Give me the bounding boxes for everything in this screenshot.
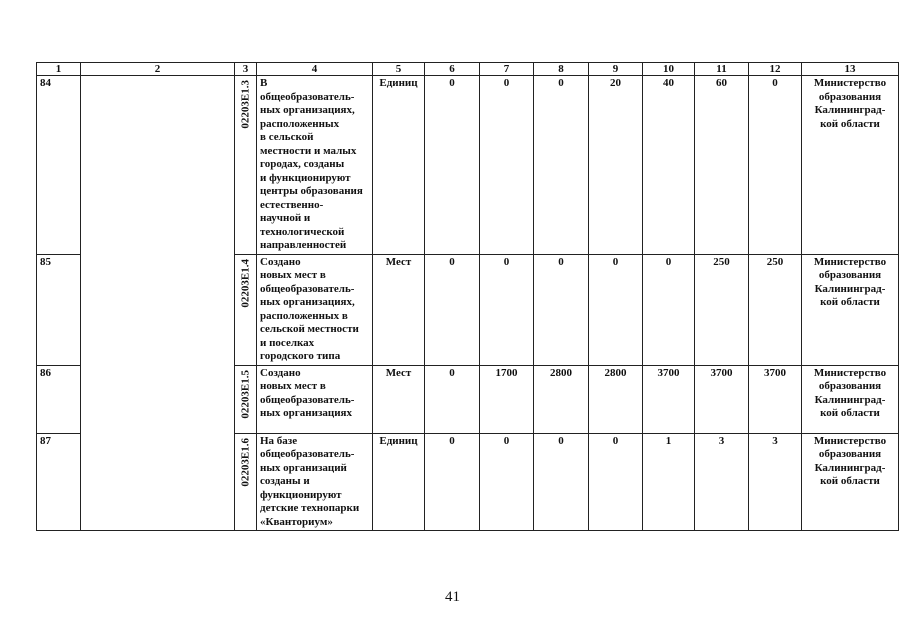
cell-line: кой области (820, 407, 880, 419)
cell-line: Министерство (813, 255, 887, 268)
cell-line: кой области (820, 296, 880, 308)
row-number: 87 (37, 433, 81, 531)
cell-line: и функционируют (260, 171, 351, 184)
year-value: 60 (695, 76, 749, 255)
year-value: 20 (589, 76, 643, 255)
indicator-code (235, 365, 257, 433)
responsible-organization (802, 76, 899, 255)
column-number: 4 (257, 63, 373, 76)
responsible-organization (802, 365, 899, 433)
cell-line: расположенных (260, 117, 340, 130)
cell-line: общеобразователь- (260, 393, 355, 406)
cell-line: ных организаций (260, 461, 347, 474)
column-number: 6 (425, 63, 480, 76)
year-value: 3700 (749, 365, 802, 433)
responsible-organization (802, 254, 899, 365)
cell-line: технологической (260, 225, 345, 238)
cell-line: городах, созданы (260, 158, 345, 170)
year-value: 3 (695, 433, 749, 531)
cell-line: расположенных в (260, 309, 348, 322)
cell-line: новых мест в (260, 269, 326, 281)
cell-line: созданы и (260, 475, 310, 487)
merged-empty-cell (81, 76, 235, 531)
year-value: 0 (534, 433, 589, 531)
cell-line: общеобразователь- (260, 448, 355, 460)
column-number: 8 (534, 63, 589, 76)
year-value: 1700 (480, 365, 534, 433)
cell-line: Калининград- (814, 461, 886, 474)
indicator-code-text: 02203E1.3 (238, 80, 251, 129)
indicator-table (36, 62, 899, 531)
year-value: 2800 (534, 365, 589, 433)
indicator-code (235, 254, 257, 365)
row-number: 85 (37, 254, 81, 365)
cell-line: На базе (260, 434, 298, 447)
row-number: 86 (37, 365, 81, 433)
cell-line: Калининград- (814, 393, 886, 406)
column-number: 1 (37, 63, 81, 76)
cell-line: Калининград- (814, 104, 886, 116)
cell-line: кой области (820, 475, 880, 487)
column-number: 9 (589, 63, 643, 76)
cell-line: местности и малых (260, 144, 357, 157)
indicator-description (257, 365, 373, 433)
column-number-row (37, 63, 899, 76)
indicator-code-text: 02203E1.5 (238, 369, 251, 419)
cell-line: центры образования (260, 185, 363, 197)
cell-line: общеобразователь- (260, 90, 355, 103)
unit-of-measure: Единиц (373, 433, 425, 531)
cell-line: образования (818, 90, 882, 103)
indicator-code-text: 02203E1.4 (238, 258, 251, 308)
year-value: 0 (749, 76, 802, 255)
year-value: 0 (480, 433, 534, 531)
cell-line: Создано (260, 366, 301, 379)
cell-line: общеобразователь- (260, 282, 355, 295)
year-value: 0 (425, 76, 480, 255)
indicator-description (257, 433, 373, 531)
year-value: 250 (695, 254, 749, 365)
column-number: 5 (373, 63, 425, 76)
cell-line: образования (818, 380, 882, 392)
indicator-description (257, 76, 373, 255)
column-number: 12 (749, 63, 802, 76)
year-value: 0 (480, 76, 534, 255)
column-number: 13 (802, 63, 899, 76)
cell-line: образования (818, 448, 882, 460)
cell-line: направленностей (260, 239, 347, 251)
cell-line: городского типа (260, 350, 341, 362)
unit-of-measure: Единиц (373, 76, 425, 255)
cell-line: детские технопарки (260, 502, 360, 514)
year-value: 250 (749, 254, 802, 365)
column-number: 3 (235, 63, 257, 76)
cell-line: Калининград- (814, 282, 886, 295)
cell-line: в сельской (260, 131, 314, 143)
year-value: 2800 (589, 365, 643, 433)
cell-line: ных организациях, (260, 296, 355, 308)
unit-of-measure: Мест (373, 254, 425, 365)
year-value: 40 (643, 76, 695, 255)
year-value: 1 (643, 433, 695, 531)
indicator-description (257, 254, 373, 365)
responsible-organization (802, 433, 899, 531)
page-number: 41 (445, 589, 460, 605)
cell-line: научной и (260, 212, 311, 224)
indicator-code (235, 76, 257, 255)
indicator-code-text: 02203E1.6 (238, 437, 251, 487)
cell-line: естественно- (260, 198, 324, 211)
year-value: 0 (425, 365, 480, 433)
cell-line: новых мест в (260, 380, 326, 392)
year-value: 0 (534, 76, 589, 255)
year-value: 3700 (695, 365, 749, 433)
indicator-code (235, 433, 257, 531)
year-value: 3700 (643, 365, 695, 433)
column-number: 10 (643, 63, 695, 76)
cell-line: Министерство (813, 77, 887, 89)
cell-line: Создано (260, 255, 301, 268)
cell-line: «Кванториум» (260, 515, 333, 528)
column-number: 2 (81, 63, 235, 76)
year-value: 0 (589, 433, 643, 531)
year-value: 3 (749, 433, 802, 531)
cell-line: образования (818, 269, 882, 281)
column-number: 11 (695, 63, 749, 76)
year-value: 0 (589, 254, 643, 365)
year-value: 0 (425, 433, 480, 531)
column-number: 7 (480, 63, 534, 76)
cell-line: В (260, 77, 268, 89)
cell-line: функционируют (260, 488, 342, 501)
cell-line: и поселках (260, 336, 315, 349)
year-value: 0 (643, 254, 695, 365)
cell-line: Министерство (813, 434, 887, 447)
cell-line: Министерство (813, 366, 887, 379)
row-number: 84 (37, 76, 81, 255)
cell-line: сельской местности (260, 323, 359, 335)
cell-line: кой области (820, 117, 880, 130)
year-value: 0 (480, 254, 534, 365)
unit-of-measure: Мест (373, 365, 425, 433)
table-row (37, 76, 899, 255)
cell-line: ных организациях, (260, 104, 355, 116)
cell-line: ных организациях (260, 407, 353, 419)
year-value: 0 (425, 254, 480, 365)
year-value: 0 (534, 254, 589, 365)
